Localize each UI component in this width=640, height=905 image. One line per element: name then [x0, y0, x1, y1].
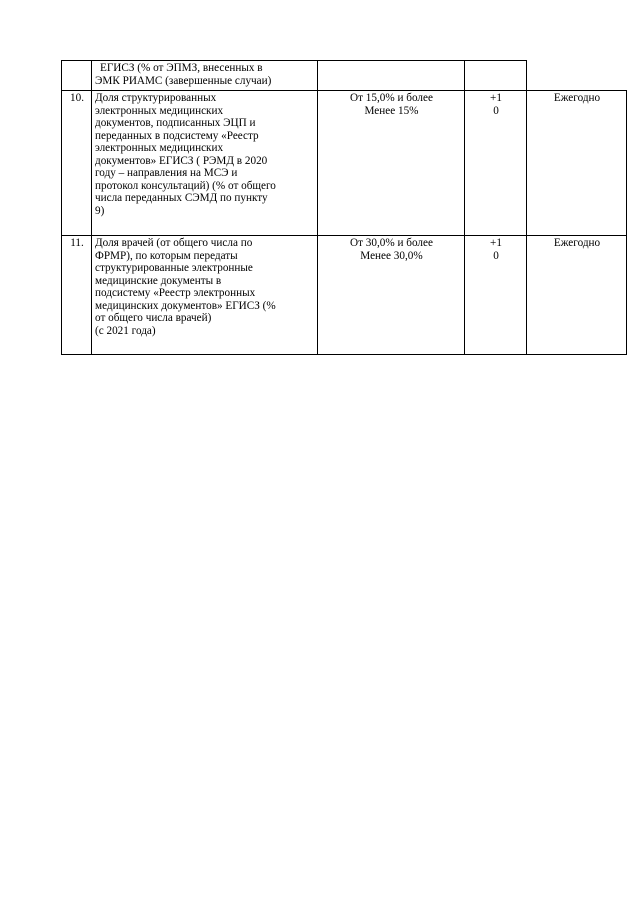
criterion-name-line: структурированные электронные	[95, 262, 253, 274]
score-cell	[465, 91, 527, 236]
criterion-name-line: переданных в подсистему «Реестр	[95, 129, 259, 142]
score-cell	[465, 236, 527, 355]
threshold-line: Менее 15%	[364, 104, 419, 117]
table-row	[62, 91, 627, 236]
threshold-cell	[318, 236, 465, 355]
criterion-name-line: ЕГИСЗ (% от ЭПМЗ, внесенных в	[100, 62, 263, 74]
score-line: +1	[490, 237, 502, 249]
period-cell: Ежегодно	[527, 236, 627, 355]
row-number-cell: 11.	[62, 236, 92, 355]
criterion-name-line: электронных медицинских	[95, 104, 224, 117]
criterion-name-line: медицинских документов» ЕГИСЗ (%	[95, 299, 276, 312]
criterion-name-line: ЭМК РИАМС (завершенные случаи)	[95, 74, 272, 87]
criterion-name-line: ФРМР), по которым передаты	[95, 249, 238, 262]
criterion-name-line: числа переданных СЭМД по пункту	[95, 192, 268, 204]
criterion-name-cell	[92, 61, 318, 91]
criterion-name-line: протокол консультаций) (% от общего	[95, 179, 276, 192]
threshold-line: Менее 30,0%	[360, 249, 423, 262]
score-line: 0	[493, 104, 499, 117]
criterion-name-line: подсистему «Реестр электронных	[95, 287, 256, 299]
row-number-cell: 10.	[62, 91, 92, 236]
criterion-name-cell	[92, 91, 318, 236]
score-line: 0	[493, 249, 499, 262]
criterion-name-line: 9)	[95, 204, 105, 217]
criteria-table	[61, 60, 627, 355]
criterion-name-line: документов» ЕГИСЗ ( РЭМД в 2020	[95, 154, 268, 167]
period-cell: Ежегодно	[527, 91, 627, 236]
threshold-cell	[318, 91, 465, 236]
criterion-name-cell	[92, 236, 318, 355]
threshold-cell	[318, 61, 465, 91]
criterion-name-line: (с 2021 года)	[95, 324, 156, 337]
criterion-name-line: Доля врачей (от общего числа по	[95, 237, 253, 249]
criterion-name-line: году – направления на МСЭ и	[95, 167, 238, 179]
threshold-line: От 30,0% и более	[350, 237, 433, 249]
score-cell	[465, 61, 527, 91]
criterion-name-line: от общего числа врачей)	[95, 312, 212, 324]
table-row	[62, 236, 627, 355]
criterion-name-line: Доля структурированных	[95, 92, 217, 104]
row-number-cell	[62, 61, 92, 91]
criterion-name-line: медицинские документы в	[95, 274, 222, 287]
score-line: +1	[490, 92, 502, 104]
period-cell	[527, 61, 627, 91]
criterion-name-line: электронных медицинских	[95, 142, 224, 154]
criterion-name-line: документов, подписанных ЭЦП и	[95, 117, 256, 129]
threshold-line: От 15,0% и более	[350, 92, 433, 104]
table-row	[62, 61, 627, 91]
